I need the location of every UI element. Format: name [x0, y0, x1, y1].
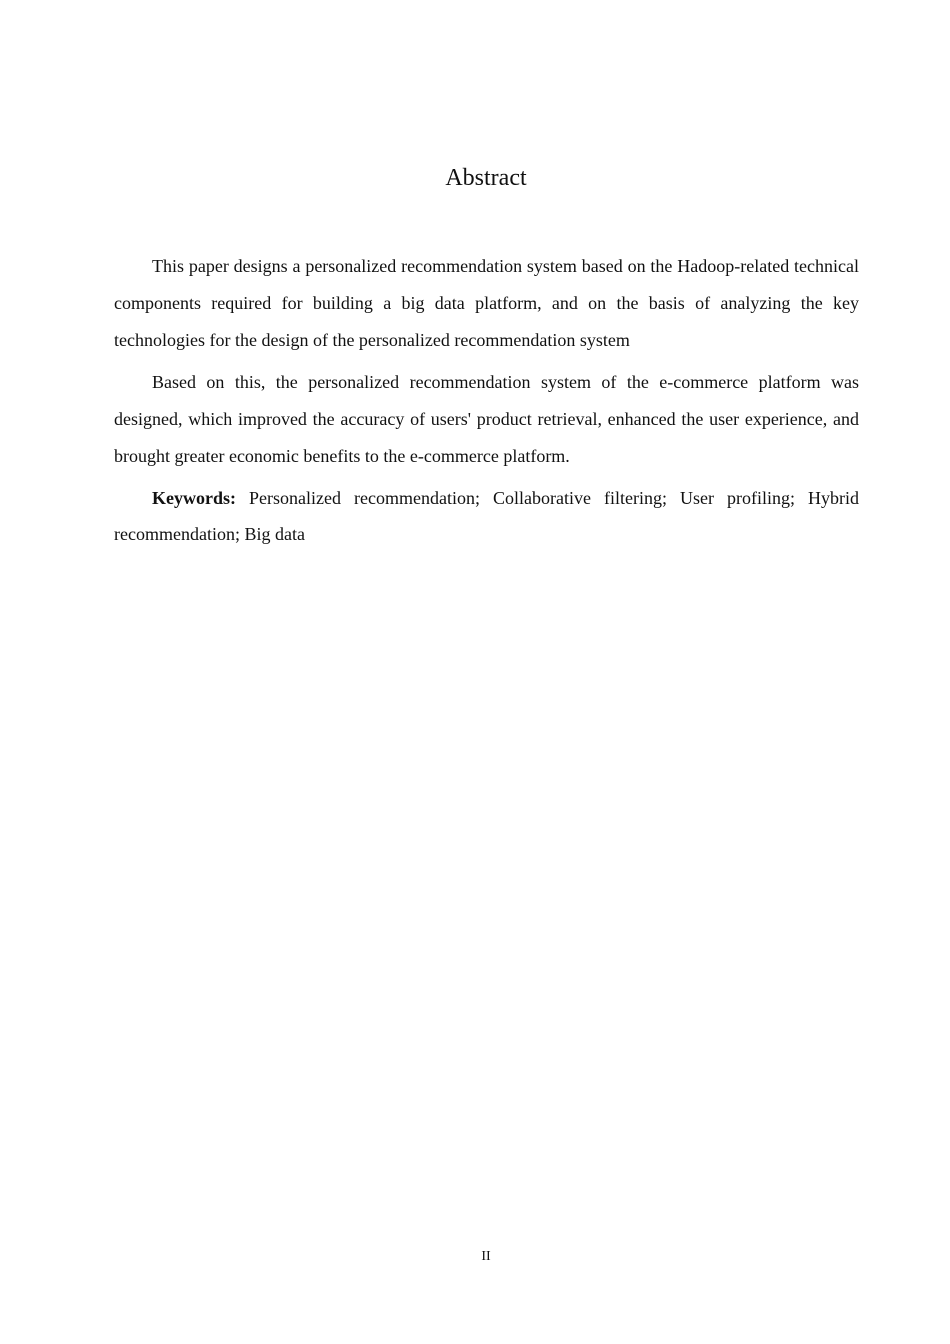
- keywords-label: Keywords:: [152, 488, 236, 508]
- page-title: Abstract: [445, 165, 527, 191]
- abstract-paragraph-1: This paper designs a personalized recommendation system based on the Hadoop-related technical components required for building a big data platform, and on the basis of analyzing the key technologies for the design of the personalized recommendation system: [114, 256, 859, 350]
- keywords-paragraph: [114, 480, 859, 552]
- page-number: II: [481, 1249, 491, 1264]
- keywords-text: Personalized recommendation; Collaborative filtering; User profiling; Hybrid recommendation; Big data: [114, 488, 859, 544]
- abstract-paragraph-2: Based on this, the personalized recommendation system of the e-commerce platform was designed, which improved the accuracy of users' product retrieval, enhanced the user experience, and brought greater economic benefits to the e-commerce platform.: [114, 372, 859, 466]
- abstract-body: [114, 248, 859, 552]
